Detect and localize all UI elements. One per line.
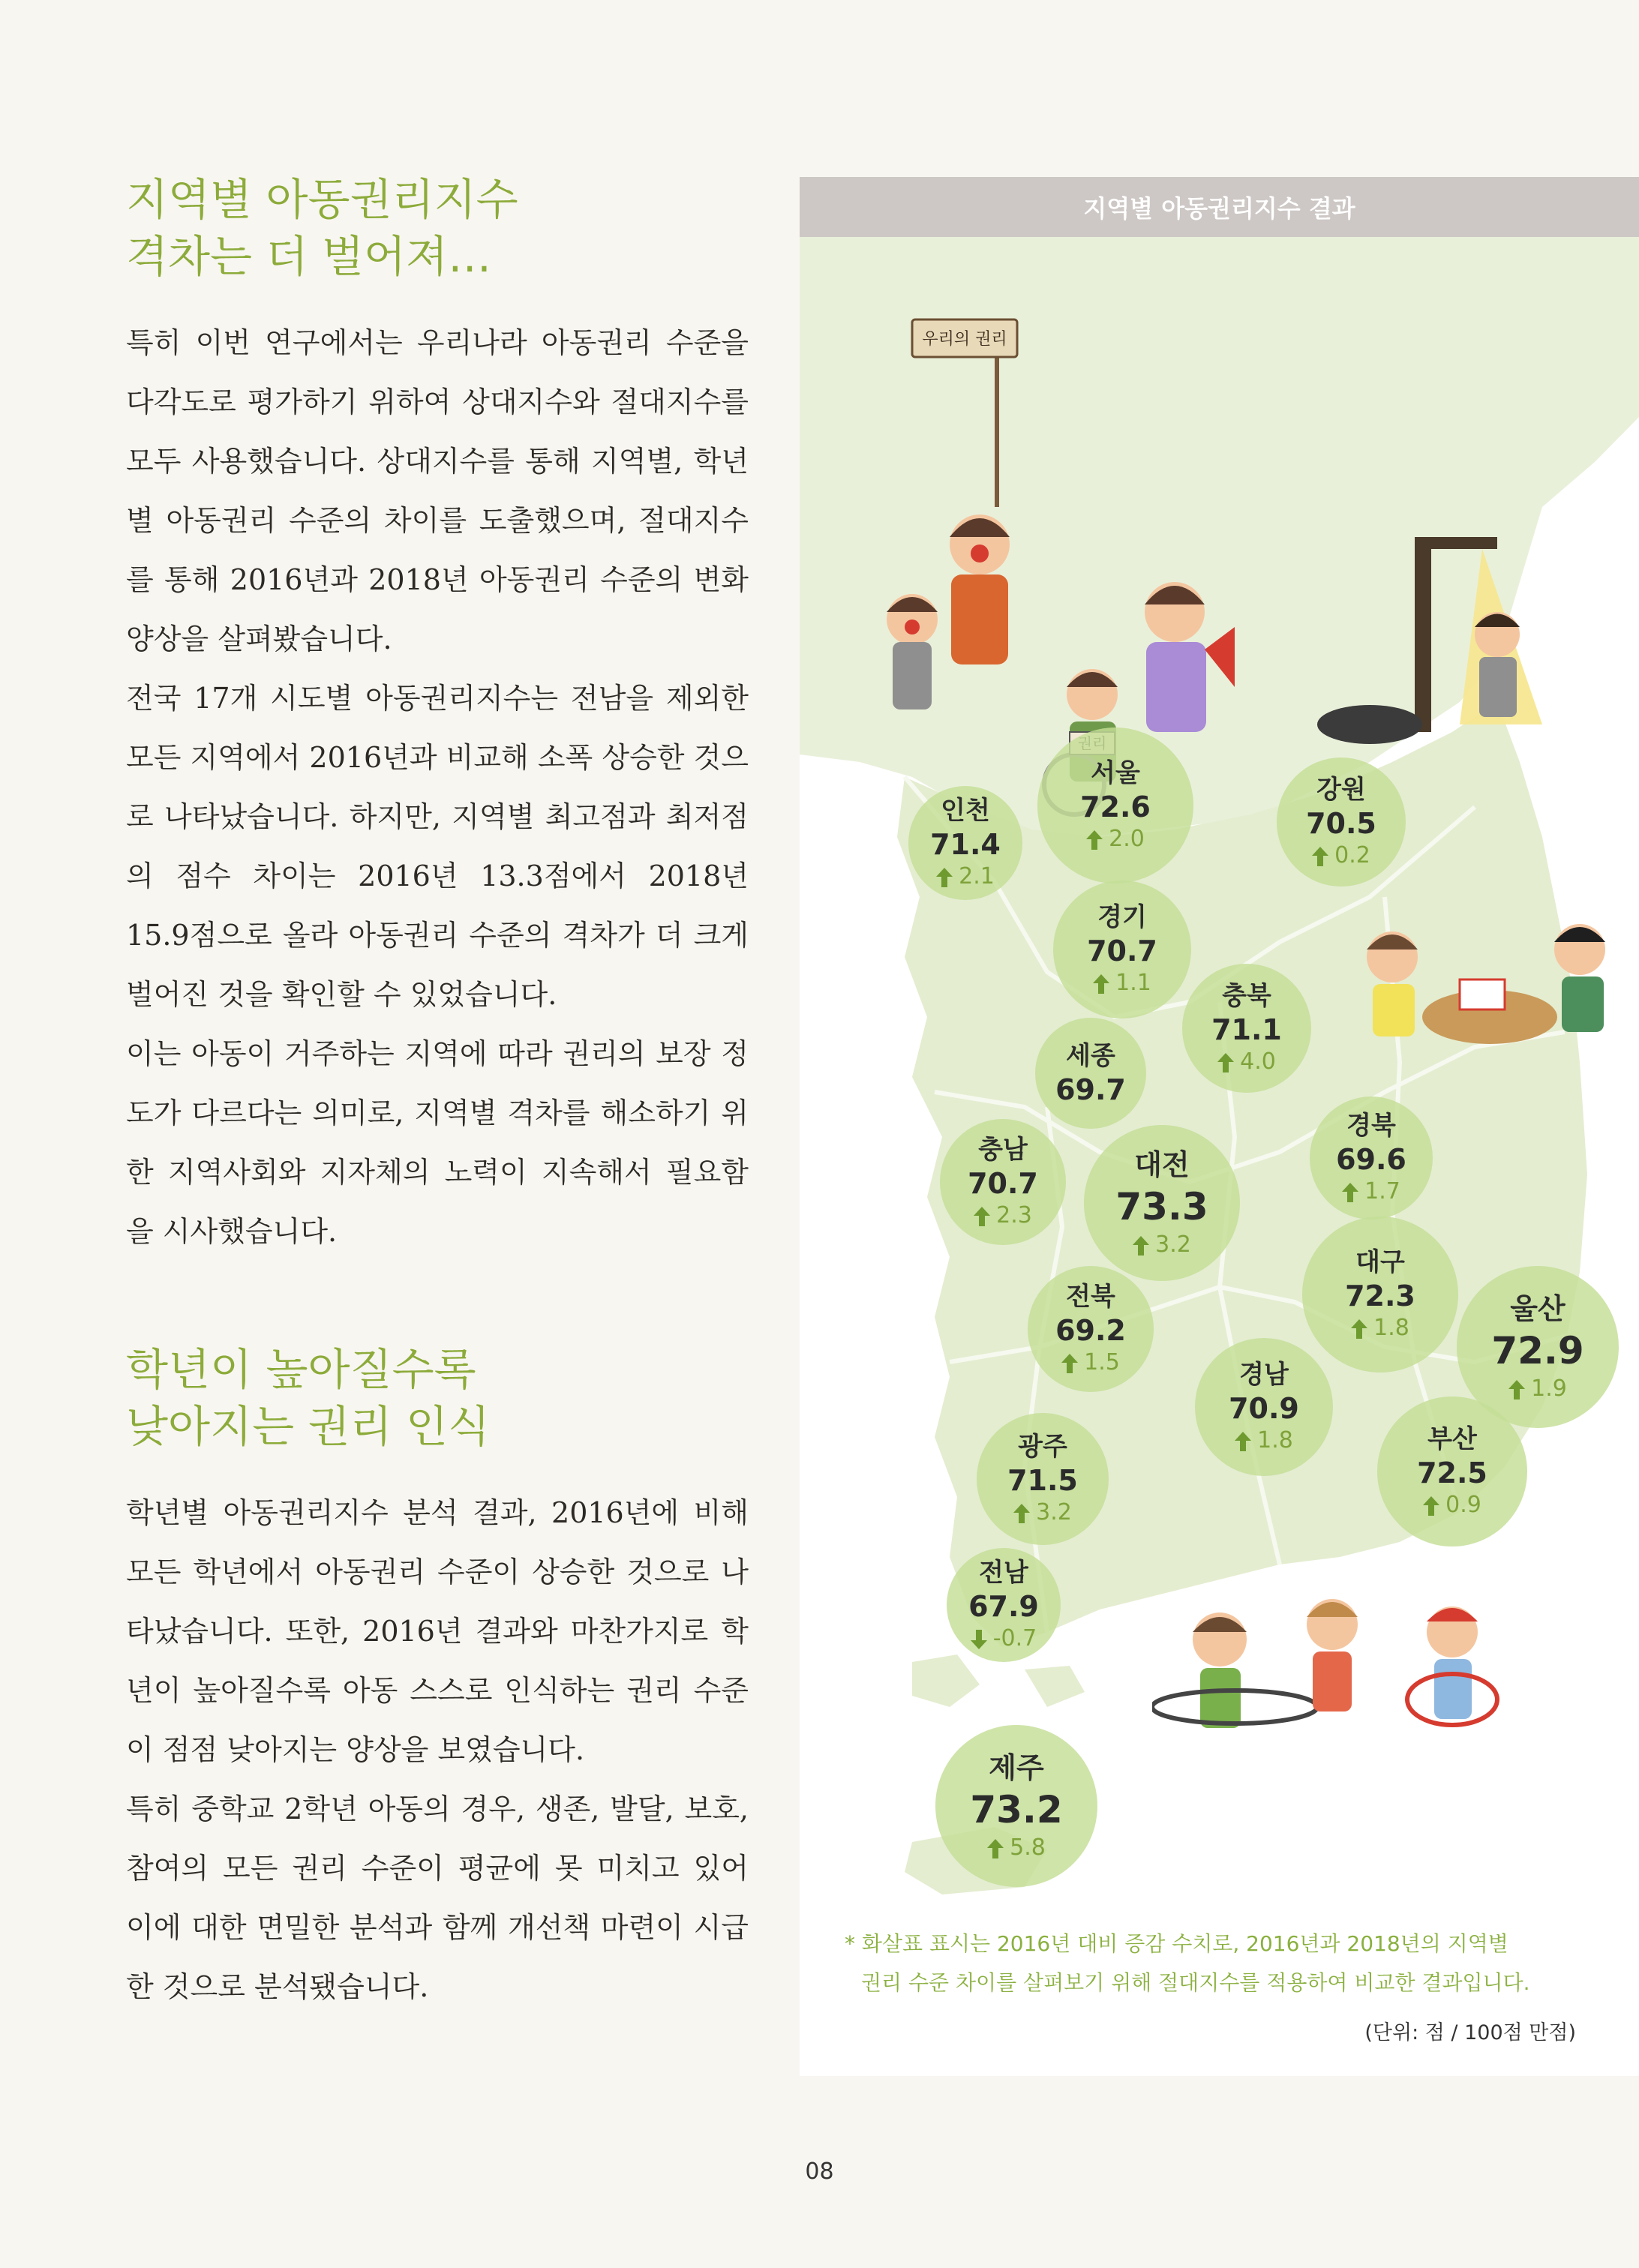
arrow-up-icon [1351,1315,1373,1341]
region-bubble [1028,1266,1154,1392]
section2-heading-line1: 학년이 높아질수록 [126,1344,476,1395]
region-change [1302,1313,1458,1343]
arrow-up-icon [987,1834,1010,1861]
region-change-value: 0.9 [1445,1492,1481,1518]
region-score: 72.5 [1417,1456,1487,1490]
region-bubble [947,1548,1061,1662]
arrow-up-icon [1061,1349,1084,1376]
arrow-up-icon [1235,1427,1257,1454]
arrow-up-icon [1508,1376,1531,1402]
region-change [935,1833,1097,1863]
regional-results-panel [800,177,1639,2076]
region-bubble [1377,1396,1527,1546]
region-bubble [1037,728,1193,884]
region-name: 충남 [978,1135,1028,1165]
region-change-value: 1.5 [1084,1349,1120,1376]
region-change [1195,1426,1333,1456]
region-score: 70.7 [968,1167,1038,1200]
region-score: 71.5 [1007,1464,1078,1497]
region-name: 강원 [1316,775,1366,805]
region-score: 70.9 [1229,1392,1299,1425]
region-score: 70.5 [1306,807,1376,840]
region-change-value: -0.7 [992,1625,1037,1652]
region-change-value: 1.8 [1257,1427,1293,1454]
section1-paragraph: 특히 이번 연구에서는 우리나라 아동권리 수준을 다각도로 평가하기 위하여 상대지수와 절대지수를 모두 사용했습니다. 상대지수를 통해 지역별, 학년별 아동권리 수준의 차이를 도출했으며, 절대지수를 통해 2016년과 2018년 아동권리 수준의 변화 양상을 살펴봤습니다. [126,326,749,656]
region-name: 전북 [1066,1282,1115,1312]
map-island [1025,1666,1085,1707]
region-change [1053,968,1191,998]
region-change-value: 1.9 [1531,1376,1567,1402]
region-score: 69.6 [1336,1143,1406,1176]
region-bubble [908,786,1022,900]
region-bubble [977,1413,1109,1545]
region-change [1310,1177,1433,1207]
region-change [1182,1047,1311,1077]
arrow-up-icon [1133,1232,1155,1258]
region-name: 인천 [941,796,990,826]
unit-note: (단위: 점 / 100점 만점) [1364,2021,1576,2044]
region-change-value: 2.3 [996,1202,1032,1228]
region-score: 73.2 [970,1788,1063,1832]
section1-heading-line2: 격차는 더 벌어져… [126,231,492,282]
footnote-line1: * 화살표 표시는 2016년 대비 증감 수치로, 2016년과 2018년의 지역별 [845,1931,1508,1956]
region-name: 경북 [1346,1111,1396,1141]
region-name: 대구 [1355,1247,1405,1277]
section1-heading [126,171,518,285]
arrow-up-icon [1312,842,1334,868]
region-score: 72.9 [1491,1329,1584,1372]
region-change-value: 2.0 [1109,826,1145,852]
section2-paragraph: 특히 중학교 2학년 아동의 경우, 생존, 발달, 보호, 참여의 모든 권리 수준이 평균에 못 미치고 있어 이에 대한 면밀한 분석과 함께 개선책 마련이 시급한 것으로 분석됐습니다. [126,1792,749,2003]
section2-heading [126,1341,490,1455]
region-name: 울산 [1510,1292,1565,1325]
region-score: 69.7 [1055,1073,1126,1106]
section2-paragraph: 학년별 아동권리지수 분석 결과, 2016년에 비해 모든 학년에서 아동권리 수준이 상승한 것으로 나타났습니다. 또한, 2016년 결과와 마찬가지로 학년이 높아질수록 아동 스스로 인식하는 권리 수준이 점점 낮아지는 양상을 보였습니다. [126,1496,749,1766]
region-name: 경기 [1097,902,1147,932]
region-change-value: 2.1 [959,863,995,890]
region-bubble [1084,1125,1240,1281]
arrow-up-icon [1086,826,1109,852]
region-bubble [940,1119,1066,1245]
region-change-value: 3.2 [1036,1499,1072,1526]
region-bubble [1053,880,1191,1018]
region-name: 제주 [989,1751,1044,1784]
sharing-basket-illustration [1340,912,1639,1092]
region-bubble [1182,964,1311,1093]
region-name: 대전 [1134,1148,1190,1181]
region-name: 부산 [1427,1424,1477,1454]
region-change [1277,841,1406,871]
region-change [940,1201,1066,1231]
lamp-child-illustration [1310,522,1595,747]
region-change [908,862,1022,892]
arrow-up-icon [1013,1499,1036,1526]
region-change-value: 1.7 [1364,1178,1400,1204]
region-change [1457,1374,1619,1404]
page-number: 08 [805,2158,834,2185]
region-score: 72.3 [1345,1280,1415,1312]
section1-paragraph: 이는 아동이 거주하는 지역에 따라 권리의 보장 정도가 다르다는 의미로, 지역별 격차를 해소하기 위한 지역사회와 지자체의 노력이 지속해서 필요함을 시사했습니다. [126,1037,749,1248]
section1-body [126,314,749,1262]
arrow-down-icon [971,1625,993,1652]
region-change-value: 1.8 [1373,1315,1409,1341]
region-name: 경남 [1239,1360,1289,1390]
region-change [947,1624,1061,1654]
region-name: 서울 [1091,758,1140,788]
sign-label: 우리의 권리 [922,330,1007,349]
section1-heading-line1: 지역별 아동권리지수 [126,174,518,225]
region-name: 세종 [1066,1041,1115,1071]
section2-heading-line2: 낮아지는 권리 인식 [126,1401,491,1452]
footnote [845,1924,1625,2002]
region-score: 67.9 [968,1590,1039,1623]
region-bubble [935,1725,1097,1887]
region-change-value: 3.2 [1155,1232,1191,1258]
region-bubble [1302,1216,1458,1372]
region-score: 70.7 [1087,934,1157,968]
arrow-up-icon [1423,1492,1445,1518]
region-name: 충북 [1222,981,1271,1011]
panel-title: 지역별 아동권리지수 결과 [800,177,1639,237]
region-name: 광주 [1018,1432,1067,1462]
region-change-value: 1.1 [1115,970,1151,996]
region-change [977,1498,1109,1528]
section1-paragraph: 전국 17개 시도별 아동권리지수는 전남을 제외한 모든 지역에서 2016년과 비교해 소폭 상승한 것으로 나타났습니다. 하지만, 지역별 최고점과 최저점의 점수 차이는 2016년 13.3점에서 2018년 15.9점으로 올라 아동권리 수준의 격차가 더 크게 벌어진 것을 확인할 수 있었습니다. [126,682,749,1011]
arrow-up-icon [1342,1178,1364,1204]
region-name: 전남 [979,1558,1028,1588]
region-change [1037,824,1193,854]
region-change [1377,1490,1527,1520]
region-score: 69.2 [1055,1314,1126,1347]
region-bubble [1035,1018,1146,1129]
region-change [1028,1348,1154,1378]
arrow-up-icon [1093,970,1115,996]
region-bubble [1195,1338,1333,1476]
arrow-up-icon [1217,1048,1240,1075]
map-island [912,1654,980,1707]
footnote-line2: 권리 수준 차이를 살펴보기 위해 절대지수를 적용하여 비교한 결과입니다. [861,1970,1530,1995]
region-score: 71.4 [930,828,1001,861]
region-score: 73.3 [1115,1185,1208,1228]
region-change-value: 5.8 [1010,1834,1046,1861]
hoop-children-illustration [1152,1587,1542,1774]
section2-body [126,1484,749,2017]
arrow-up-icon [974,1202,996,1228]
region-score: 72.6 [1080,790,1151,824]
arrow-up-icon [936,863,959,890]
region-change-value: 4.0 [1240,1048,1276,1075]
region-change-value: 0.2 [1334,842,1370,868]
region-score: 71.1 [1211,1013,1282,1046]
region-bubble [1310,1096,1433,1220]
region-bubble [1277,758,1406,886]
region-change [1084,1230,1240,1260]
